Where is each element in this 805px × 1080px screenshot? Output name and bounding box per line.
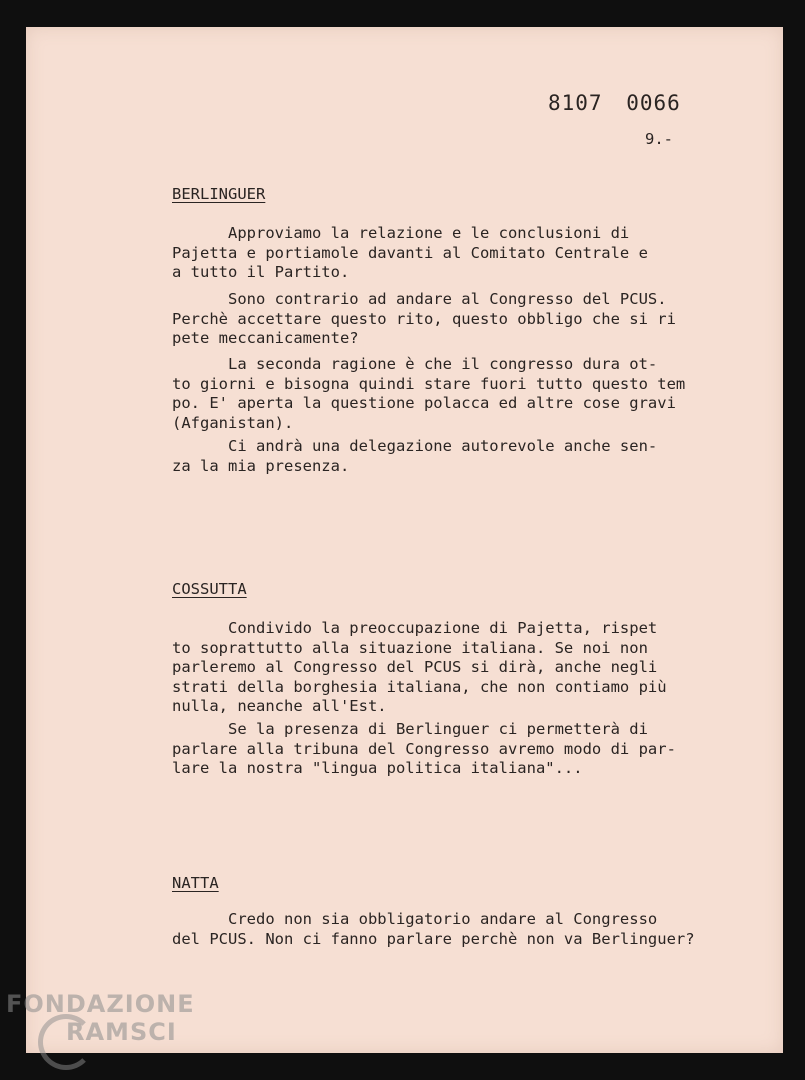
watermark-line1: FONDAZIONE [6, 990, 195, 1018]
paragraph: Approviamo la relazione e le conclusioni di Pajetta e portiamole davanti al Comitato Centrale e a tutto il Partito. [172, 224, 648, 282]
speaker-heading-natta: NATTA [172, 874, 219, 892]
document-page [26, 27, 783, 1053]
watermark-line2: RAMSCI [66, 1018, 177, 1046]
paragraph: Sono contrario ad andare al Congresso del PCUS. Perchè accettare questo rito, questo obbligo che si ri pete meccanicamente? [172, 290, 676, 348]
speaker-heading-berlinguer: BERLINGUER [172, 185, 266, 203]
speaker-heading-cossutta: COSSUTTA [172, 580, 247, 598]
paragraph: La seconda ragione è che il congresso dura ot- to giorni e bisogna quindi stare fuori tutto questo tem po. E' aperta la questione polacca ed altre cose gravi (Afganistan). [172, 355, 686, 432]
watermark-logo [6, 992, 195, 1044]
document-number: 8107 0066 [548, 91, 681, 115]
paragraph: Credo non sia obbligatorio andare al Congresso del PCUS. Non ci fanno parlare perchè non va Berlinguer? [172, 910, 695, 948]
page-number: 9.- [645, 130, 673, 148]
paragraph: Ci andrà una delegazione autorevole anche sen- za la mia presenza. [172, 437, 658, 475]
paragraph: Condivido la preoccupazione di Pajetta, rispet to soprattutto alla situazione italiana. Se noi non parleremo al Congresso del PCUS si dirà, anche negli strati della borghesia italiana, che non contiamo più nulla, neanche all'Est. [172, 619, 667, 716]
paragraph: Se la presenza di Berlinguer ci permetterà di parlare alla tribuna del Congresso avremo modo di par- lare la nostra "lingua politica italiana"... [172, 720, 676, 778]
